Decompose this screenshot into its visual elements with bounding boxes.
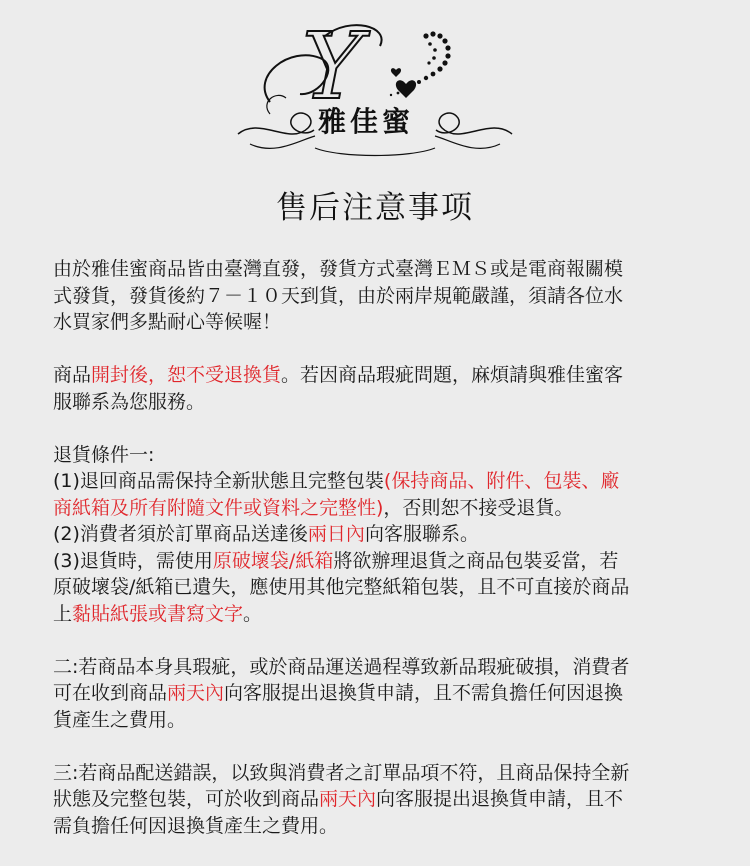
highlight-text: 商紙箱及所有附隨文件或資料之完整性): [53, 496, 384, 519]
highlight-text: 兩天內: [167, 682, 225, 704]
return-conditions-paragraph: [53, 442, 703, 628]
text-line: 三:若商品配送錯誤，以致與消費者之訂單品項不符，且商品保持全新: [53, 761, 630, 784]
text-segment: 。若因商品瑕疵問題，麻煩請與雅佳蜜客: [281, 364, 624, 386]
logo-monogram: Y: [302, 13, 363, 120]
text-line: 水買家們多點耐心等候喔！: [53, 311, 282, 333]
logo-graphic: [230, 6, 520, 166]
notice-content: [53, 256, 703, 866]
text-line: [53, 601, 703, 628]
text-line: 式發貨，發貨後約７－１０天到貨，由於兩岸規範嚴謹，須請各位水: [53, 284, 624, 307]
text-line: 二:若商品本身具瑕疵，或於商品運送過程導致新品瑕疵破損，消費者: [53, 655, 630, 678]
text-line: 原破壞袋/紙箱已遺失，應使用其他完整紙箱包裝，且不可直接於商品: [53, 576, 630, 598]
page-title: 售后注意事项: [276, 190, 474, 226]
defect-policy-paragraph: [53, 654, 703, 734]
text-segment: 商品: [53, 364, 92, 386]
text-line: 貨產生之費用。: [53, 708, 187, 731]
text-line: 需負擔任何因退換貨產生之費用。: [53, 814, 339, 837]
text-line: [53, 786, 703, 813]
logo-brand-name: 雅佳蜜: [318, 105, 415, 138]
text-segment: 可在收到商品: [53, 682, 168, 704]
text-line: 由於雅佳蜜商品皆由臺灣直發，發貨方式臺灣ＥＭＳ或是電商報關模: [53, 258, 624, 280]
text-segment: 上: [53, 602, 73, 625]
highlight-text: (保持商品、附件、包裝、廠: [383, 470, 620, 492]
text-segment: 向客服提出退換貨申請，且不需負擔任何因退換: [224, 682, 624, 704]
section-heading: 退貨條件一:: [53, 443, 155, 466]
text-segment: (1)退回商品需保持全新狀態且完整包裝: [53, 470, 384, 492]
text-segment: 向客服提出退換貨申請，且不: [376, 788, 624, 810]
text-line: [53, 362, 703, 389]
text-line: [53, 521, 703, 548]
text-segment: 狀態及完整包裝，可於收到商品: [53, 788, 320, 810]
shipping-paragraph: [53, 256, 703, 336]
highlight-text: 開封後，恕不受退換貨: [91, 364, 282, 386]
text-segment: ，否則恕不接受退貨。: [383, 496, 574, 519]
text-line: 服聯系為您服務。: [53, 390, 206, 413]
text-line: [53, 548, 703, 575]
wrong-item-policy-paragraph: [53, 760, 703, 840]
text-segment: 將欲辦理退貨之商品包裝妥當，若: [333, 549, 619, 572]
opening-policy-paragraph: [53, 362, 703, 415]
text-segment: (2)消費者須於訂單商品送達後: [53, 523, 308, 545]
text-line: [53, 680, 703, 707]
text-segment: 。: [243, 602, 263, 625]
highlight-text: 兩日內: [307, 523, 365, 545]
text-line: [53, 495, 703, 522]
highlight-text: 黏貼紙張或書寫文字: [72, 602, 244, 625]
text-segment: (3)退貨時，需使用: [53, 549, 213, 572]
highlight-text: 兩天內: [319, 788, 377, 810]
text-segment: 向客服聯系。: [364, 523, 479, 545]
highlight-text: 原破壞袋/紙箱: [212, 549, 334, 572]
text-line: [53, 468, 703, 495]
